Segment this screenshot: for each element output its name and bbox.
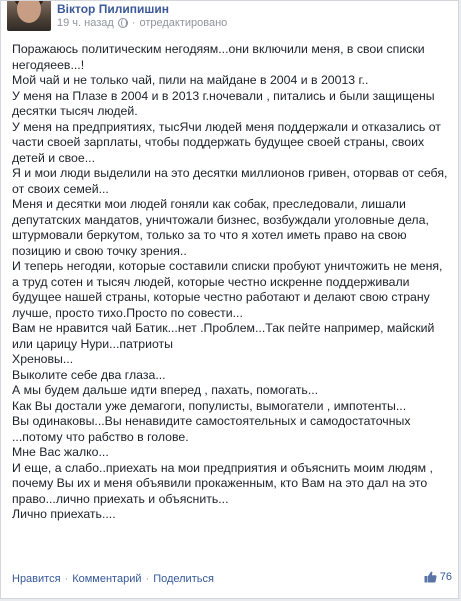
post-paragraph: Как Вы достали уже демагоги, популисты, вымогатели , импотенты... xyxy=(12,398,407,413)
post-paragraph: Лично приехать.... xyxy=(12,507,116,521)
author-avatar[interactable] xyxy=(7,1,51,31)
share-link[interactable]: Поделиться xyxy=(153,573,214,585)
comment-link[interactable]: Комментарий xyxy=(72,573,142,585)
post-meta xyxy=(57,17,227,29)
like-link[interactable]: Нравится xyxy=(12,573,61,585)
post-paragraph: Вам не нравится чай Батик...нет .Проблем...Так пейте например, майский или царицу Нури...патриоты xyxy=(12,321,438,351)
like-count[interactable] xyxy=(424,571,452,583)
post-paragraph: Меня и десятки мои людей гоняли как собак, преследовали, лишали депутатских мандатов, уничтожали бизнес, возбуждали уголовные дела, штурмовали беркутом, только за то что я хотел иметь право на свою позицию и свою точку зрения.. xyxy=(12,197,433,258)
post-body xyxy=(12,42,452,523)
edited-label[interactable]: отредактировано xyxy=(139,17,228,29)
post-paragraph: Мой чай и не только чай, пили на майдане в 2004 и в 20013 г.. xyxy=(12,73,369,87)
post-paragraph: Мне Вас жалко... xyxy=(12,445,109,459)
post-paragraph: Выколите себе два глаза... xyxy=(12,367,166,382)
post-paragraph: А мы будем дальше идти вперед , пахать, помогать... xyxy=(12,383,319,397)
post-paragraph: У меня на предприятиях, тысЯчи людей меня поддержали и отказались от части своей зарплаты, чтобы поддержать будущее своей страны, своих детей и свое... xyxy=(12,119,445,165)
post-actions xyxy=(12,571,452,587)
post-paragraph: Поражаюсь политическим негодяям...они включили меня, в свои списки негодяеев...! xyxy=(12,42,429,72)
avatar-face xyxy=(17,1,41,23)
globe-icon xyxy=(118,18,128,28)
action-separator: · xyxy=(64,573,69,585)
author-name-link[interactable]: Віктор Пилипишин xyxy=(57,2,169,16)
post-paragraph: У меня на Плазе в 2004 и в 2013 г.ночевали , питались и были защищены десятки тысяч людей. xyxy=(12,88,439,118)
thumbs-up-icon xyxy=(424,571,437,583)
post-paragraph: И теперь негодяи, которые составили списки пробуют уничтожить не меня, а труд сотен и тысяч людей, которые честно искренне поддерживали будущее нашей страны, которые честно работают и делают свою страну лучше, просто тихо.Просто по совести... xyxy=(12,259,446,320)
action-separator: · xyxy=(145,573,150,585)
post-paragraph: Вы одинаковы...Вы ненавидите самостоятельных и самодостаточных ...потому что рабство в голове. xyxy=(12,414,414,444)
post-paragraph: Хреновы... xyxy=(12,352,74,366)
meta-separator: · xyxy=(131,17,136,29)
post-paragraph: И еще, а слабо..приехать на мои предприятия и объяснить моим людям , почему Вы их и меня объявили прокаженным, кто Вам на это дал на это право...лично приехать и объяснить... xyxy=(12,460,437,506)
post-paragraph: Я и мои люди выделили на это десятки миллионов гривен, оторвав от себя, от своих семей... xyxy=(12,166,451,196)
post-timestamp[interactable]: 19 ч. назад xyxy=(57,17,114,29)
like-count-value: 76 xyxy=(439,571,452,583)
